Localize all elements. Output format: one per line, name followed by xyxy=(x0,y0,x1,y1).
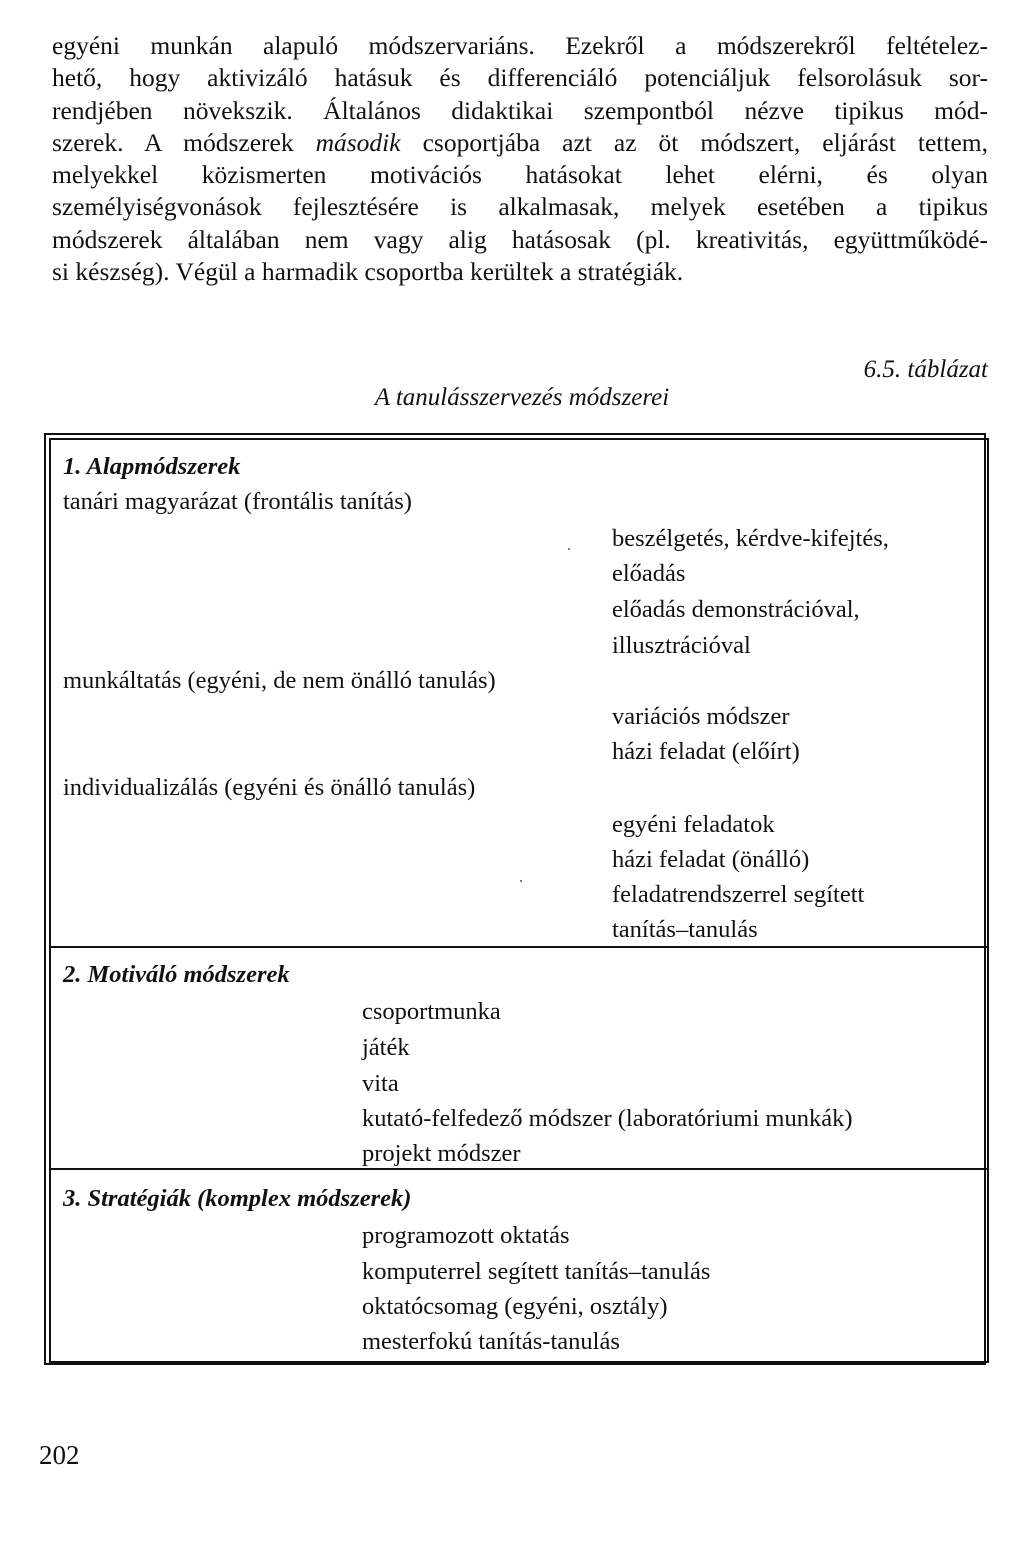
section-heading-strategiak: 3. Stratégiák (komplex módszerek) xyxy=(63,1185,412,1212)
method-item: tanári magyarázat (frontális tanítás) xyxy=(63,488,412,515)
table-number: 6.5. táblázat xyxy=(863,356,988,383)
scan-speck xyxy=(520,880,522,882)
method-item: oktatócsomag (egyéni, osztály) xyxy=(362,1293,668,1320)
method-item: individualizálás (egyéni és önálló tanulás) xyxy=(63,774,476,801)
page-number: 202 xyxy=(39,1440,80,1470)
method-item: vita xyxy=(362,1070,399,1097)
emphasis-word: második xyxy=(315,127,401,157)
paragraph-line: melyekkel közismerten motivációs hatásokat lehet elérni, és olyan xyxy=(52,160,988,190)
paragraph-line: si készség). Végül a harmadik csoportba kerültek a stratégiák. xyxy=(52,257,684,287)
paragraph-line: módszerek általában nem vagy alig hatásosak (pl. kreativitás, együttműködé- xyxy=(52,224,988,254)
paragraph-line-part: csoportjába azt az öt módszert, eljárást tettem, xyxy=(400,127,988,157)
method-item: kutató-felfedező módszer (laboratóriumi munkák) xyxy=(362,1105,853,1132)
method-item: munkáltatás (egyéni, de nem önálló tanulás) xyxy=(63,667,496,694)
method-subitem: előadás xyxy=(612,560,686,587)
table-title: A tanulásszervezés módszerei xyxy=(374,384,670,411)
section-divider xyxy=(49,946,989,948)
paragraph-line: rendjében növekszik. Általános didaktikai szempontból nézve tipikus mód- xyxy=(52,95,988,125)
method-subitem: tanítás–tanulás xyxy=(612,916,758,943)
method-item: csoportmunka xyxy=(362,998,501,1025)
method-item: játék xyxy=(362,1034,410,1061)
paragraph-line: személyiségvonások fejlesztésére is alkalmasak, melyek esetében a tipikus xyxy=(52,192,988,222)
scan-speck xyxy=(568,548,570,550)
method-item: mesterfokú tanítás-tanulás xyxy=(362,1328,620,1355)
method-subitem: házi feladat (önálló) xyxy=(612,846,810,873)
method-subitem: variációs módszer xyxy=(612,703,790,730)
method-subitem: egyéni feladatok xyxy=(612,811,775,838)
method-subitem: házi feladat (előírt) xyxy=(612,738,800,765)
paragraph-line: hető, hogy aktivizáló hatásuk és differenciáló potenciáljuk felsorolásuk sor- xyxy=(52,63,988,93)
method-subitem: illusztrációval xyxy=(612,632,751,659)
method-item: komputerrel segített tanítás–tanulás xyxy=(362,1258,711,1285)
method-subitem: feladatrendszerrel segített xyxy=(612,881,865,908)
method-item: projekt módszer xyxy=(362,1140,521,1167)
method-subitem: beszélgetés, kérdve-kifejtés, xyxy=(612,525,889,552)
section-heading-motivalo-modszerek: 2. Motiváló módszerek xyxy=(63,961,290,988)
paragraph-line xyxy=(52,127,988,159)
method-subitem: előadás demonstrációval, xyxy=(612,596,860,623)
section-heading-alapmodszerek: 1. Alapmódszerek xyxy=(63,453,241,480)
paragraph-line: egyéni munkán alapuló módszervariáns. Ezekről a módszerekről feltételez- xyxy=(52,31,988,60)
paragraph-line-part: szerek. A módszerek xyxy=(52,127,316,157)
body-paragraph xyxy=(52,30,988,288)
method-item: programozott oktatás xyxy=(362,1222,570,1249)
